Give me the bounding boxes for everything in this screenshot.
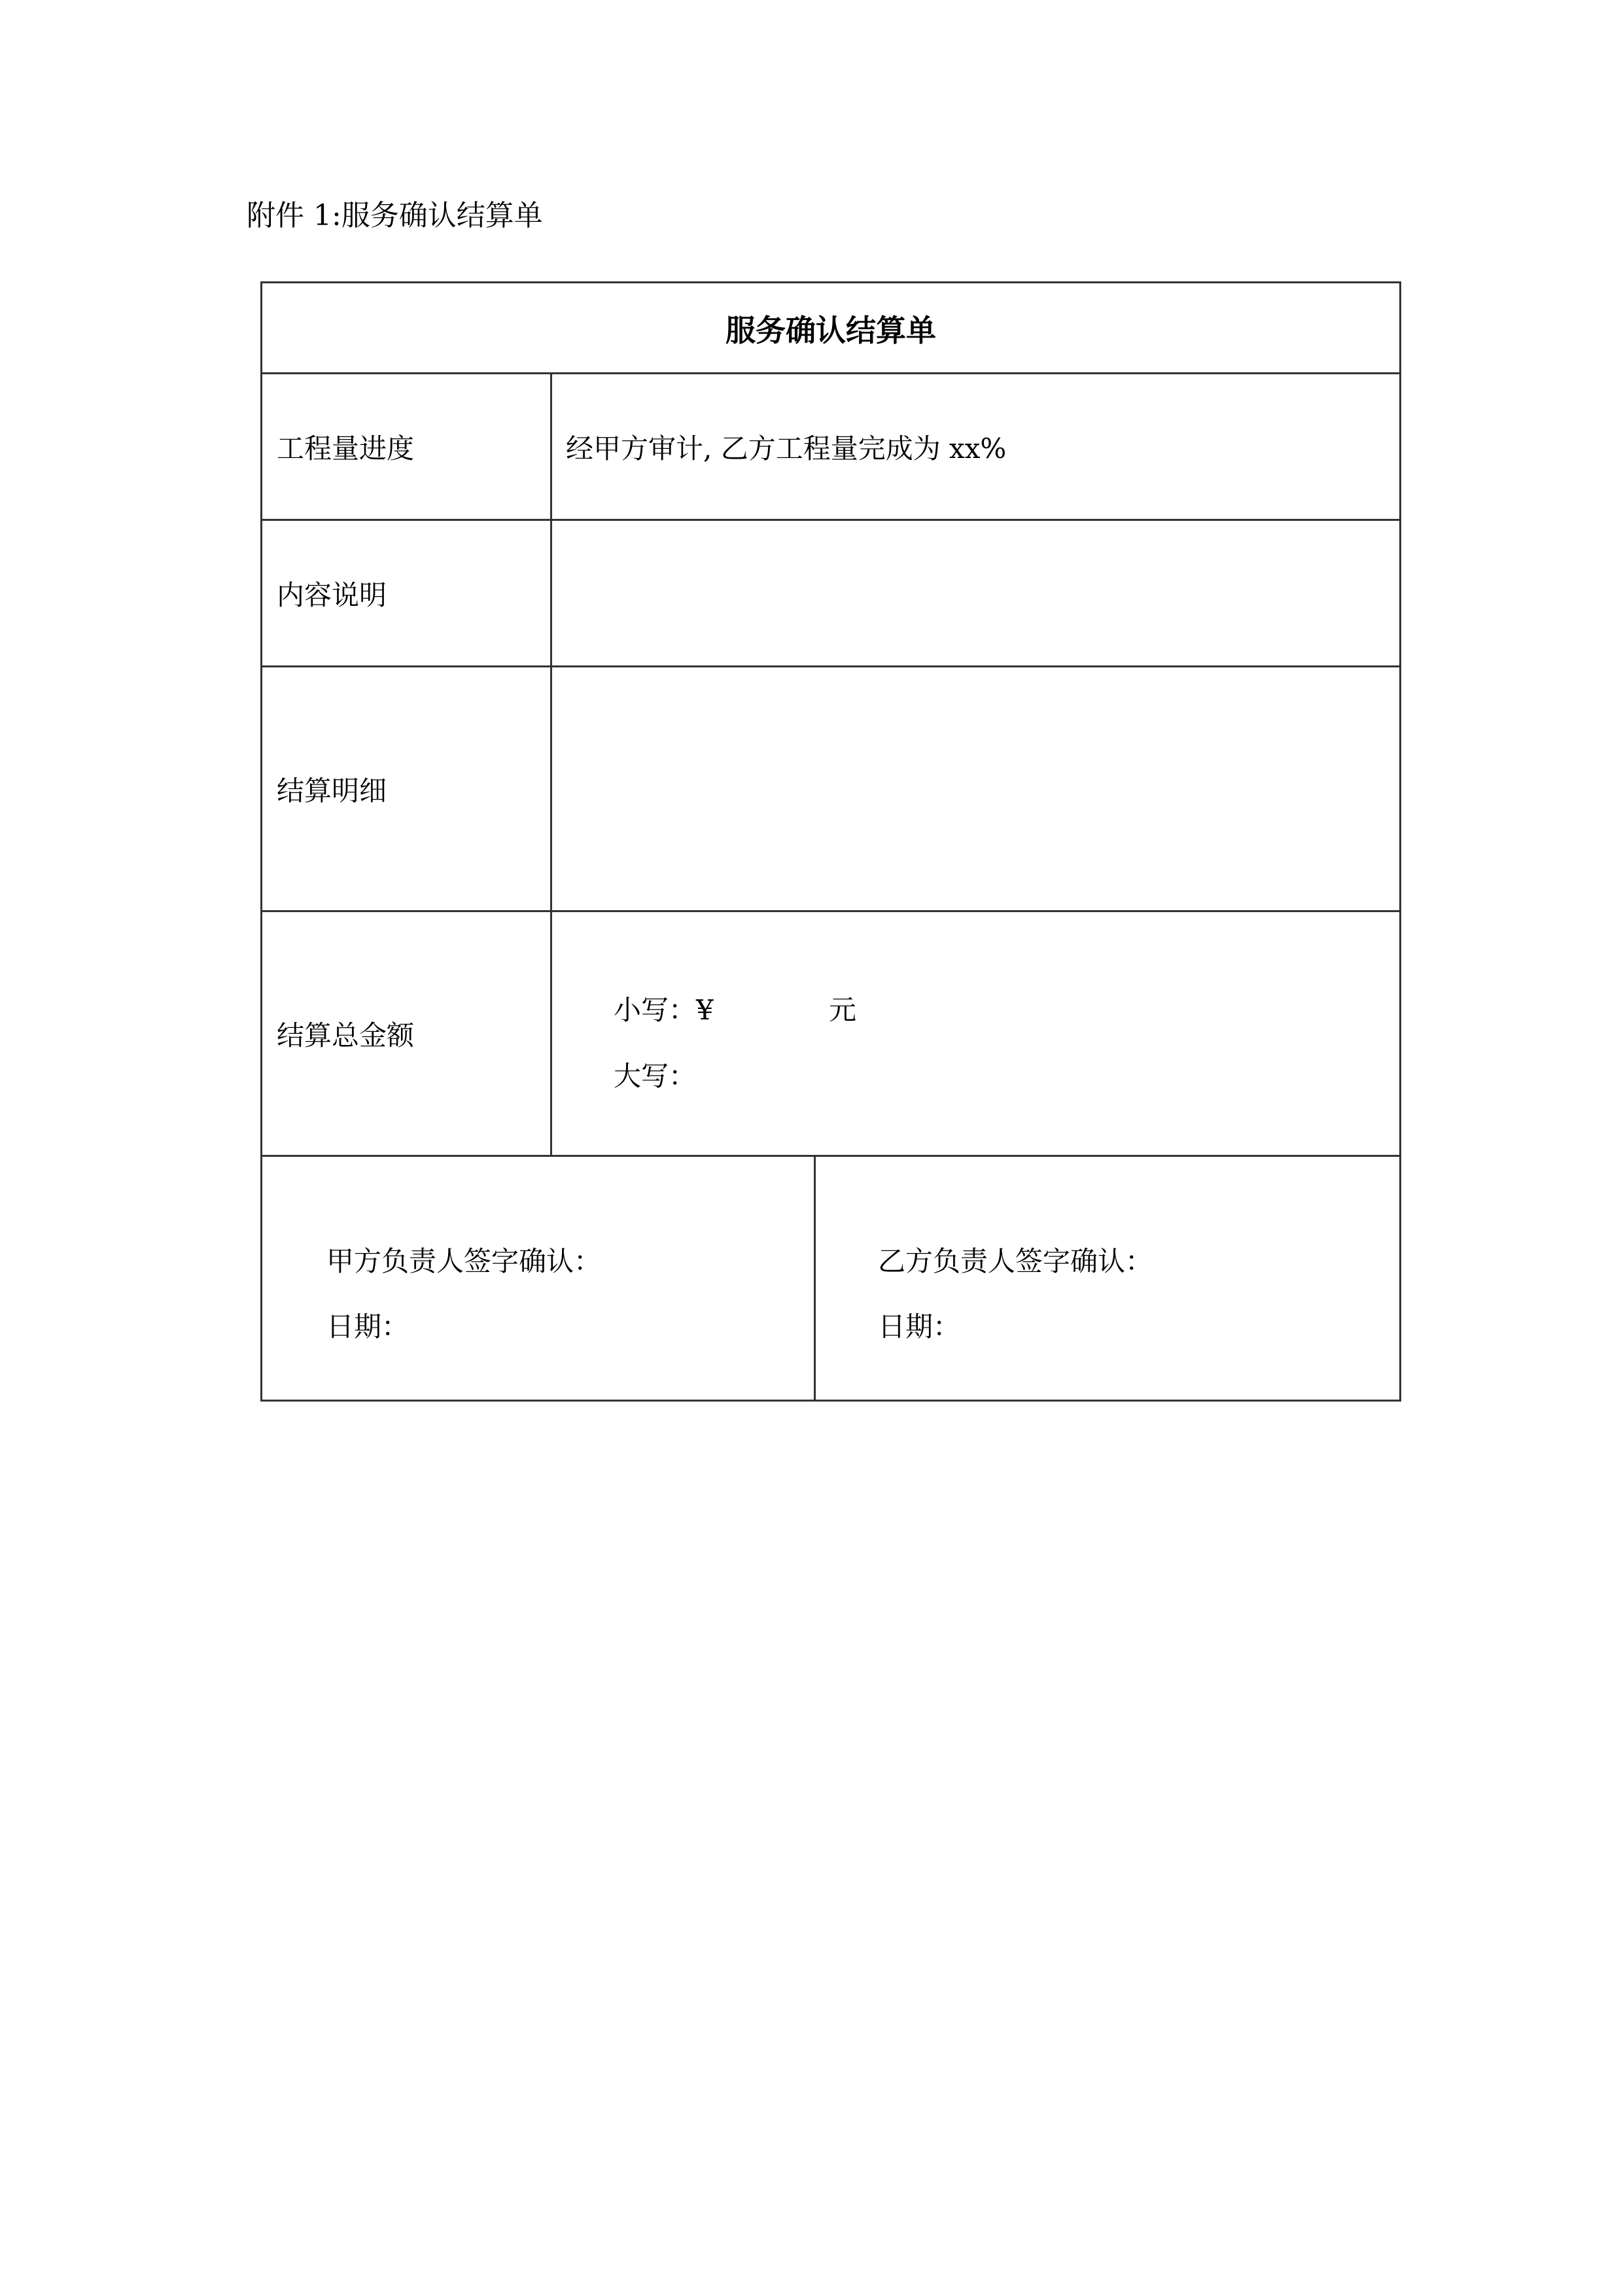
settlement-detail-value[interactable] <box>566 667 1386 910</box>
party-b-signature-label: 乙方负责人签字确认： <box>878 1245 1153 1277</box>
content-description-value[interactable] <box>566 521 1386 665</box>
party-a-date-label: 日期： <box>326 1311 410 1343</box>
yuan-unit-label: 元 <box>829 994 857 1026</box>
progress-value: 经甲方审计, 乙方工程量完成为 xx% <box>566 432 1007 465</box>
attachment-label: 附件 1:服务确认结算单 <box>247 199 543 232</box>
form-title: 服务确认结算单 <box>725 313 936 348</box>
party-a-signature-label: 甲方负责人签字确认： <box>326 1245 602 1277</box>
uppercase-amount-label: 大写： <box>614 1060 697 1092</box>
settlement-form <box>260 281 1401 1402</box>
settlement-detail-label: 结算明细 <box>277 774 387 807</box>
signature-divider <box>814 1155 816 1402</box>
lowercase-amount-label: 小写：¥ <box>614 994 714 1026</box>
column-divider <box>550 372 552 1155</box>
row-divider <box>262 1155 1399 1157</box>
progress-label: 工程量进度 <box>277 432 415 465</box>
total-amount-label: 结算总金额 <box>277 1019 415 1051</box>
content-description-label: 内容说明 <box>277 578 387 611</box>
party-b-date-label: 日期： <box>878 1311 961 1343</box>
